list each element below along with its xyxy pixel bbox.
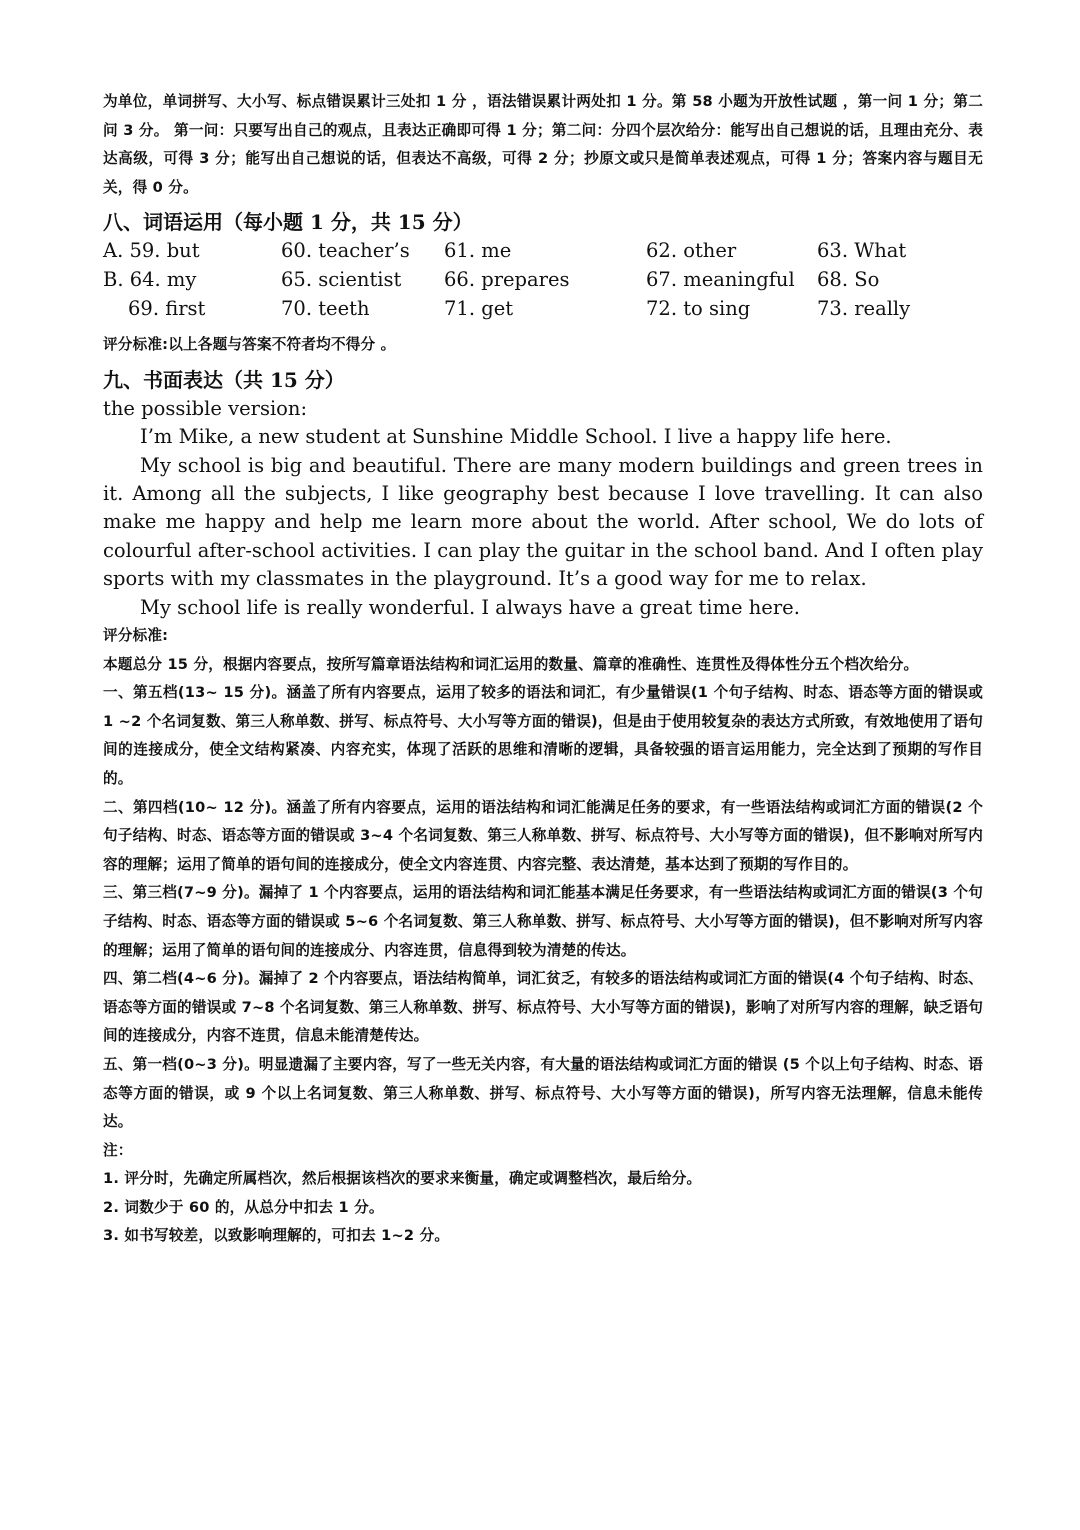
section-8-title: 八、词语运用（每小题 1 分，共 15 分） — [103, 210, 473, 235]
answer-cell: 60. teacher’s — [281, 239, 410, 263]
essay-paragraph: My school life is really wonderful. I always have a great time here. — [140, 595, 800, 619]
grading-criteria — [103, 622, 983, 1251]
essay-paragraph: I’m Mike, a new student at Sunshine Middle School. I live a happy life here. — [140, 425, 892, 449]
possible-version-label: the possible version: — [103, 396, 308, 420]
criteria-item: 本题总分 15 分，根据内容要点，按所写篇章语法结构和词汇运用的数量、篇章的准确性、连贯性及得体性分五个档次给分。 — [103, 655, 919, 673]
criteria-item: 一、第五档(13~ 15 分)。涵盖了所有内容要点，运用了较多的语法和词汇，有少量错误(1 个句子结构、时态、语态等方面的错误或 1 ~2 个名词复数、第三人称单数、拼写、标点符号、大小写等方面的错误)，但是由于使用较复杂的表达方式所致，有效地使用了语句间的连接成分，使全文结构紧凑、内容充实，体现了活跃的思维和清晰的逻辑，具备较强的语言运用能力，完全达到了预期的写作目的。 — [103, 684, 983, 787]
answer-cell: 71. get — [444, 296, 514, 320]
answer-cell: 72. to sing — [646, 296, 751, 320]
criteria-item: 五、第一档(0~3 分)。明显遗漏了主要内容，写了一些无关内容，有大量的语法结构或词汇方面的错误 (5 个以上句子结构、时态、语态等方面的错误，或 9 个以上名词复数、第三人称单数、拼写、标点符号、大小写等方面的错误)，所写内容无法理解，信息未能传达。 — [103, 1055, 983, 1131]
answer-table — [103, 237, 983, 323]
intro-paragraph: 为单位，单词拼写、大小写、标点错误累计三处扣 1 分 ，语法错误累计两处扣 1 分。第 58 小题为开放性试题 ，第一问 1 分；第二问 3 分。 第一问：只要写出自己的观点，且表达正确即可得 1 分；第二问：分四个层次给分：能写出自己想说的话，且理由充分、表达高级，可得 3 分；能写出自己想说的话，但表达不高级，可得 2 分；抄原文或只是简单表述观点，可得 1 分；答案内容与题目无关，得 0 分。 — [103, 93, 983, 196]
answer-cell: A. 59. but — [103, 239, 200, 263]
answer-row-a — [103, 237, 983, 266]
note-item: 2. 词数少于 60 的，从总分中扣去 1 分。 — [103, 1198, 384, 1216]
criteria-label: 评分标准: — [103, 627, 169, 644]
criteria-item: 三、第三档(7~9 分)。漏掉了 1 个内容要点，运用的语法结构和词汇能基本满足任务要求，有一些语法结构或词汇方面的错误(3 个句子结构、时态、语态等方面的错误或 5~6 个名词复数、第三人称单数、拼写、标点符号、大小写等方面的错误)，但不影响对所写内容的理解；运用了简单的语句间的连接成分、内容连贯，信息得到较为清楚的传达。 — [103, 884, 983, 959]
answer-cell: 67. meaningful — [646, 267, 795, 291]
answer-cell: 63. What — [817, 239, 907, 263]
note-item: 1. 评分时，先确定所属档次，然后根据该档次的要求来衡量，确定或调整档次，最后给分。 — [103, 1170, 702, 1188]
answer-cell: 65. scientist — [281, 267, 402, 291]
answer-key-page — [103, 88, 983, 1251]
criteria-item: 二、第四档(10~ 12 分)。涵盖了所有内容要点，运用的语法结构和词汇能满足任务的要求，有一些语法结构或词汇方面的错误(2 个句子结构、时态、语态等方面的错误或 3~4 个名词复数、第三人称单数、拼写、标点符号、大小写等方面的错误)，但不影响对所写内容的理解；运用了简单的语句间的连接成分，使全文内容连贯、内容完整、表达清楚，基本达到了预期的写作目的。 — [103, 798, 983, 873]
answer-cell: 73. really — [817, 296, 911, 320]
note-item: 3. 如书写较差，以致影响理解的，可扣去 1~2 分。 — [103, 1227, 450, 1245]
section-8-scoring: 评分标准:以上各题与答案不符者均不得分 。 — [103, 336, 396, 354]
essay-paragraph: My school is big and beautiful. There are many modern buildings and green trees in it. Among all the subjects, I like geography best because I love travelling. It can also make me happy and help me learn more about the world. After school, We do lots of colourful after-school activities. I can play the guitar in the school band. And I often play sports with my classmates in the playground. It’s a good way for me to relax. — [103, 453, 983, 591]
answer-cell: 70. teeth — [281, 296, 370, 320]
answer-cell: 69. first — [128, 296, 206, 320]
answer-row-b-cont — [103, 295, 983, 324]
criteria-item: 四、第二档(4~6 分)。漏掉了 2 个内容要点，语法结构简单，词汇贫乏，有较多的语法结构或词汇方面的错误(4 个句子结构、时态、语态等方面的错误或 7~8 个名词复数、第三人称单数、拼写、标点符号、大小写等方面的错误)，影响了对所写内容的理解，缺乏语句间的连接成分，内容不连贯，信息未能清楚传达。 — [103, 970, 983, 1045]
answer-cell: B. 64. my — [103, 267, 197, 291]
answer-cell: 66. prepares — [444, 267, 570, 291]
notes-label: 注： — [103, 1141, 133, 1159]
answer-cell: 62. other — [646, 239, 737, 263]
answer-cell: 68. So — [817, 267, 880, 291]
section-9-title: 九、书面表达（共 15 分） — [103, 367, 345, 392]
sample-essay — [103, 423, 983, 622]
answer-row-b — [103, 266, 983, 295]
answer-cell: 61. me — [444, 239, 512, 263]
